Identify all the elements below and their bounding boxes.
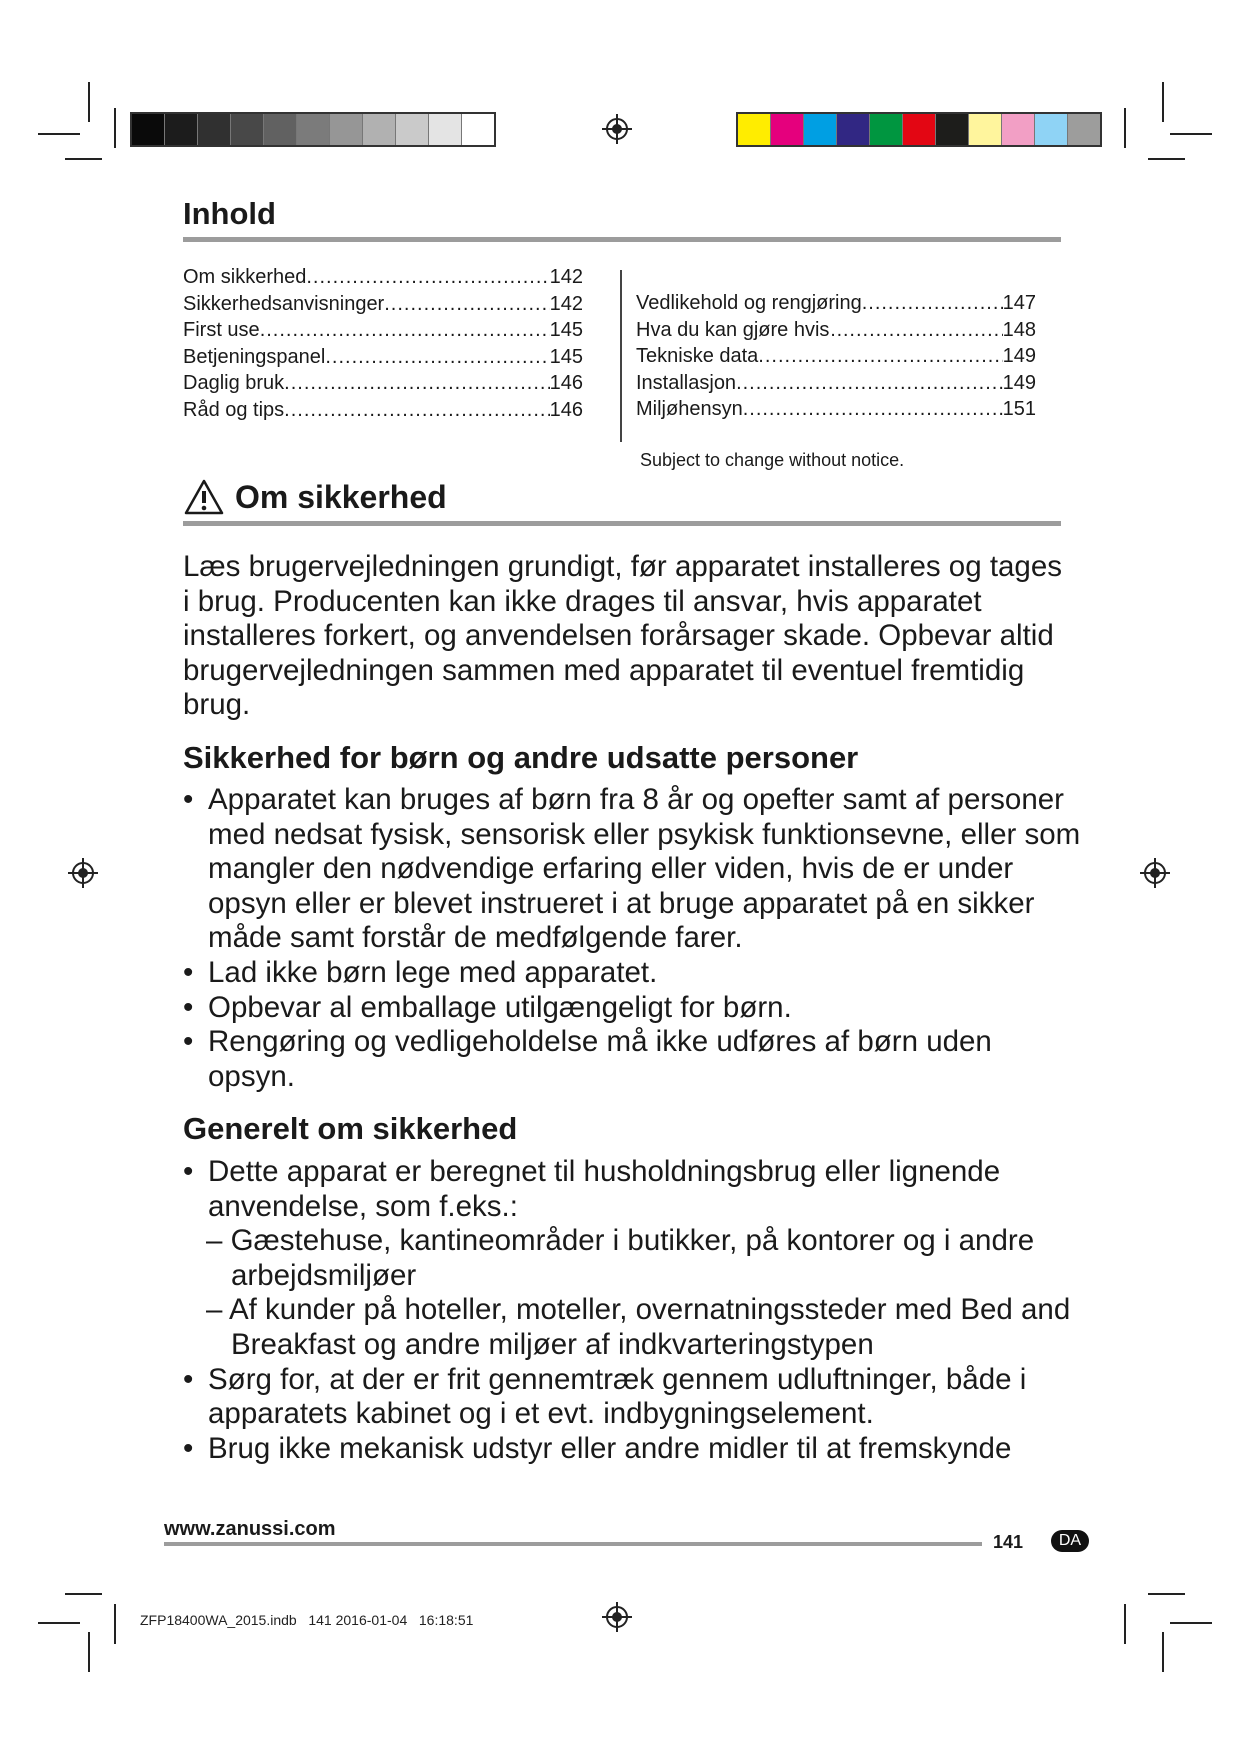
crop-mark xyxy=(1148,1593,1185,1595)
crop-mark xyxy=(1170,1622,1212,1624)
color-swatch xyxy=(363,114,396,145)
safety-rule xyxy=(183,521,1061,526)
color-bar xyxy=(736,112,1102,147)
toc-leader-dots xyxy=(743,396,1003,423)
color-swatch xyxy=(837,114,870,145)
crop-mark xyxy=(1170,133,1212,135)
toc-entry-page: 151 xyxy=(1002,398,1036,420)
registration-mark-icon xyxy=(68,858,98,888)
crop-mark xyxy=(1162,82,1164,122)
toc-leader-dots xyxy=(306,264,549,291)
registration-mark-icon xyxy=(602,114,632,144)
children-safety-heading: Sikkerhed for børn og andre udsatte personer xyxy=(183,740,859,775)
toc-leader-dots xyxy=(260,317,550,344)
toc-leader-dots xyxy=(384,291,549,318)
title-rule xyxy=(183,237,1061,242)
toc-entry-label: Betjeningspanel xyxy=(183,345,326,368)
crop-mark xyxy=(88,82,90,122)
color-swatch xyxy=(330,114,363,145)
toc-leader-dots xyxy=(862,290,1003,317)
crop-mark xyxy=(114,108,116,148)
safety-heading-text: Om sikkerhed xyxy=(235,478,447,515)
general-safety-heading: Generelt om sikkerhed xyxy=(183,1111,518,1146)
toc-entry[interactable] xyxy=(636,317,1036,344)
toc-leader-dots xyxy=(849,317,1002,344)
toc-entry-label: Om sikkerhed xyxy=(183,266,307,288)
crop-mark xyxy=(88,1632,90,1672)
crop-mark xyxy=(114,1604,116,1644)
change-notice: Subject to change without notice. xyxy=(640,450,905,470)
list-subitem: – Af kunder på hoteller, moteller, overnatningssteder med Bed and Breakfast og andre miljøer af indkvarteringstypen xyxy=(206,1293,1071,1361)
toc-entry[interactable] xyxy=(183,344,583,371)
list-item: • Rengøring og vedligeholdelse må ikke udføres af børn uden opsyn. xyxy=(183,1025,1083,1094)
toc-entry-page: 142 xyxy=(549,292,583,315)
crop-mark xyxy=(38,133,80,135)
toc-entry-page: 142 xyxy=(549,266,583,288)
registration-mark-icon xyxy=(1140,858,1170,888)
toc-entry-page: 145 xyxy=(549,319,583,341)
toc-entry[interactable] xyxy=(183,397,583,424)
registration-mark-icon xyxy=(602,1602,632,1632)
list-item: • Opbevar al emballage utilgængeligt for børn. xyxy=(183,991,1083,1026)
print-slug: ZFP18400WA_2015.indb 141 2016-01-04 16:18:51 xyxy=(140,1612,474,1628)
toc-entry-label: Sikkerhedsanvisninger xyxy=(183,292,385,315)
crop-mark xyxy=(1148,158,1185,160)
color-swatch xyxy=(429,114,462,145)
toc-entry[interactable] xyxy=(183,317,583,344)
grayscale-bar xyxy=(130,112,496,147)
contents-title: Inhold xyxy=(183,196,276,231)
color-swatch xyxy=(771,114,804,145)
list-item: • Lad ikke børn lege med apparatet. xyxy=(183,956,1083,991)
color-swatch xyxy=(264,114,297,145)
list-subitem: – Gæstehuse, kantineområder i butikker, på kontorer og i andre arbejdsmiljøer xyxy=(206,1224,1035,1292)
page-number: 141 xyxy=(993,1532,1024,1552)
toc-entry-page: 146 xyxy=(549,398,583,421)
safety-heading xyxy=(183,478,447,516)
color-swatch xyxy=(804,114,837,145)
toc-entry-label: Daglig bruk xyxy=(183,372,285,394)
color-swatch xyxy=(1002,114,1035,145)
color-swatch xyxy=(1068,114,1100,145)
toc-right-column xyxy=(636,290,1036,423)
toc-entry[interactable] xyxy=(183,370,583,397)
color-swatch xyxy=(165,114,198,145)
toc-entry[interactable] xyxy=(636,290,1036,317)
children-safety-list xyxy=(183,783,1083,1094)
toc-entry-label: Installasjon xyxy=(636,371,737,394)
color-swatch xyxy=(396,114,429,145)
warning-triangle-icon xyxy=(183,478,225,516)
language-badge: DA xyxy=(1051,1530,1089,1552)
toc-entry-label: Råd og tips xyxy=(183,398,285,421)
toc-entry-page: 147 xyxy=(1002,292,1036,314)
crop-mark xyxy=(1124,108,1126,148)
toc-entry-label: Hva du kan gjøre hvis… xyxy=(636,318,850,341)
toc-leader-dots xyxy=(284,397,549,424)
color-swatch xyxy=(738,114,771,145)
crop-mark xyxy=(1162,1632,1164,1672)
toc-entry-label: Miljøhensyn xyxy=(636,398,743,420)
color-swatch xyxy=(870,114,903,145)
toc-entry-page: 149 xyxy=(1002,371,1036,394)
color-swatch xyxy=(231,114,264,145)
color-swatch xyxy=(903,114,936,145)
color-swatch xyxy=(132,114,165,145)
toc-entry-label: First use xyxy=(183,319,260,341)
footer-rule xyxy=(164,1542,982,1546)
list-item: • Sørg for, at der er frit gennemtræk gennem udluftninger, både i apparatets kabinet og i et evt. indbygningselement. xyxy=(183,1363,1083,1432)
toc-entry-page: 146 xyxy=(549,372,583,394)
list-item: • Brug ikke mekanisk udstyr eller andre midler til at fremskynde xyxy=(183,1432,1083,1467)
toc-entry-page: 145 xyxy=(549,345,583,368)
safety-intro: Læs brugervejledningen grundigt, før apparatet installeres og tages i brug. Producenten kan ikke drages til ansvar, hvis apparatet installeres forkert, og anvendelsen forårsager skade. Opbevar altid brugervejledningen sammen med apparatet til eventuel fremtidig brug. xyxy=(183,550,1062,722)
toc-entry-page: 148 xyxy=(1002,318,1036,341)
toc-entry[interactable] xyxy=(636,343,1036,370)
crop-mark xyxy=(65,158,102,160)
toc-leader-dots xyxy=(758,343,1002,370)
color-swatch xyxy=(969,114,1002,145)
toc-divider xyxy=(620,270,622,442)
color-swatch xyxy=(462,114,494,145)
toc-leader-dots xyxy=(284,370,549,397)
toc-entry[interactable] xyxy=(183,291,583,318)
crop-mark xyxy=(38,1622,80,1624)
toc-left-column xyxy=(183,264,583,423)
crop-mark xyxy=(1124,1604,1126,1644)
footer-url: www.zanussi.com xyxy=(164,1518,336,1540)
crop-mark xyxy=(65,1593,102,1595)
color-swatch xyxy=(198,114,231,145)
toc-entry[interactable] xyxy=(636,370,1036,397)
list-item: • Dette apparat er beregnet til husholdningsbrug eller lignende anvendelse, som f.eks.: xyxy=(183,1155,1083,1224)
toc-entry[interactable] xyxy=(183,264,583,291)
toc-entry-label: Tekniske data xyxy=(636,345,759,367)
list-item: • Apparatet kan bruges af børn fra 8 år og opefter samt af personer med nedsat fysisk, sensorisk eller psykisk funktionsevne, eller som mangler den nødvendige erfaring eller viden, hvis de er under opsyn eller er blevet instrueret i at bruge apparatet på en sikker måde samt forstår de medfølgende farer. xyxy=(183,783,1083,956)
color-swatch xyxy=(1035,114,1068,145)
toc-entry-page: 149 xyxy=(1002,345,1036,367)
general-safety-list xyxy=(183,1155,1083,1466)
color-swatch xyxy=(936,114,969,145)
toc-leader-dots xyxy=(325,344,549,371)
toc-entry-label: Vedlikehold og rengjøring xyxy=(636,292,862,314)
toc-entry[interactable] xyxy=(636,396,1036,423)
color-swatch xyxy=(297,114,330,145)
toc-leader-dots xyxy=(736,370,1003,397)
